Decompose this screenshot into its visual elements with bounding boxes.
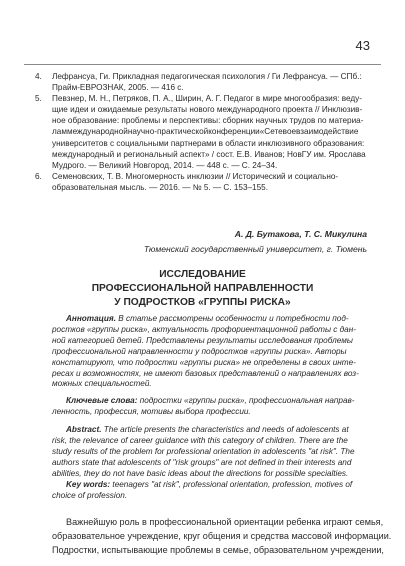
reference-line: международный и региональный аспект» / сост. Е.В. Иванов; НовГУ им. Ярослава bbox=[52, 149, 366, 159]
keywords-line bbox=[52, 396, 382, 407]
abstract-en bbox=[52, 425, 382, 480]
reference-line: Лефрансуа, Ги. Прикладная педагогическая психология / Ги Лефрансуа. — СПб.: bbox=[52, 72, 362, 81]
article-authors: А. Д. Бутакова, Т. С. Микулина bbox=[234, 229, 367, 239]
header-rule bbox=[24, 64, 381, 65]
abstract-line bbox=[52, 425, 382, 436]
keywords-line: ленность, профессия, мотивы выбора профессии. bbox=[52, 406, 251, 416]
body-line: образовательное учреждение, круг общения и средства массовой информации. bbox=[52, 531, 392, 542]
title-line: ИССЛЕДОВАНИЕ bbox=[159, 269, 246, 280]
page-number: 43 bbox=[355, 38, 370, 53]
article-title bbox=[0, 268, 405, 310]
reference-number: 5. bbox=[35, 94, 42, 104]
reference-line: ламмеждународнойнаучно-практическойконференции«Сетевоевзаимодействие bbox=[52, 127, 359, 137]
annotation-ru bbox=[52, 314, 382, 390]
reference-item bbox=[35, 93, 382, 171]
reference-line: Певзнер, М. Н., Петряков, П. А., Ширин, А. Г. Педагог в мире многообразия: веду- bbox=[52, 94, 362, 104]
reference-line: образовательная мысль. — 2016. — № 5. — С. 153–155. bbox=[52, 182, 268, 192]
annotation-line: профессиональной направленности у подростков «группы риска». Авторы bbox=[52, 346, 347, 356]
abstract-line: authors state that adolescents of "risk groups" are not defined in their interests and bbox=[52, 457, 352, 467]
annotation-text: В статье рассмотрены особенности и потребности под- bbox=[116, 314, 349, 323]
keywords-label: Ключевые слова: bbox=[66, 396, 138, 405]
keywords-text: подростки «группы риска», профессиональная направ- bbox=[137, 396, 355, 405]
reference-item bbox=[35, 171, 382, 193]
abstract-label: Abstract. bbox=[66, 425, 102, 434]
keywords-line bbox=[52, 480, 382, 491]
body-line: Важнейшую роль в профессиональной ориентации ребенка играют семья, bbox=[66, 517, 384, 527]
annotation-line: можных специальностей. bbox=[52, 379, 152, 389]
reference-item bbox=[35, 71, 382, 93]
abstract-line: risk, the relevance of career guidance with this category of children. There are the bbox=[52, 435, 348, 445]
body-paragraph bbox=[52, 515, 392, 558]
reference-line: университетов с социальными партнерами в области инклюзивного образования: bbox=[52, 138, 365, 148]
reference-line: Прайм-ЕВРОЗНАК, 2005. — 416 с. bbox=[52, 83, 184, 93]
annotation-line: ростков «группы риска», актуальность профориентационной работы с дан- bbox=[52, 324, 356, 334]
body-line: Подростки, испытывающие проблемы в семье, образовательном учреждении, bbox=[52, 545, 384, 556]
reference-line: щие идеи и ожидаемые результаты нового международного проекта // Инклюзив- bbox=[52, 105, 363, 115]
author-affiliation: Тюменский государственный университет, г. Тюмень bbox=[143, 244, 367, 254]
annotation-line bbox=[52, 314, 382, 325]
title-line: У ПОДРОСТКОВ «ГРУППЫ РИСКА» bbox=[114, 297, 291, 308]
title-line: ПРОФЕССИОНАЛЬНОЙ НАПРАВЛЕННОСТИ bbox=[91, 283, 314, 294]
abstract-text: The article presents the characteristics and needs of adolescents at bbox=[101, 425, 349, 434]
keywords-ru bbox=[52, 396, 382, 418]
reference-line: ное образование: проблемы и перспективы: сборник научных трудов по материа- bbox=[52, 116, 364, 126]
reference-line: Семеновских, Т. В. Многомерность инклюзии // Исторический и социально- bbox=[52, 171, 339, 181]
keywords-text: teenagers "at risk", professional orientation, profession, motives of bbox=[110, 480, 353, 489]
abstract-line: study results of the problem for professional orientation in adolescents "at risk". The bbox=[52, 446, 355, 456]
annotation-line: ресах и возможностях, не имеют базовых представлений о направлениях воз- bbox=[52, 368, 359, 378]
annotation-line: ной категорией детей. Представлены результаты исследования проблемы bbox=[52, 335, 353, 345]
reference-list bbox=[35, 71, 382, 193]
reference-number: 4. bbox=[35, 72, 42, 81]
annotation-label: Аннотация. bbox=[66, 314, 117, 323]
abstract-line: abilities, they do not have basic ideas about the directions for possible specialties. bbox=[52, 468, 349, 478]
reference-line: Мудрого. — Великий Новгород, 2014. — 448 с. — С. 24–34. bbox=[52, 160, 278, 170]
keywords-en bbox=[52, 480, 382, 502]
keywords-line: choice of profession. bbox=[52, 490, 128, 500]
reference-number: 6. bbox=[35, 171, 42, 181]
keywords-label: Key words: bbox=[66, 480, 111, 489]
annotation-line: констатируют, что подростки «группы риска» не определены в своих инте- bbox=[52, 357, 356, 367]
